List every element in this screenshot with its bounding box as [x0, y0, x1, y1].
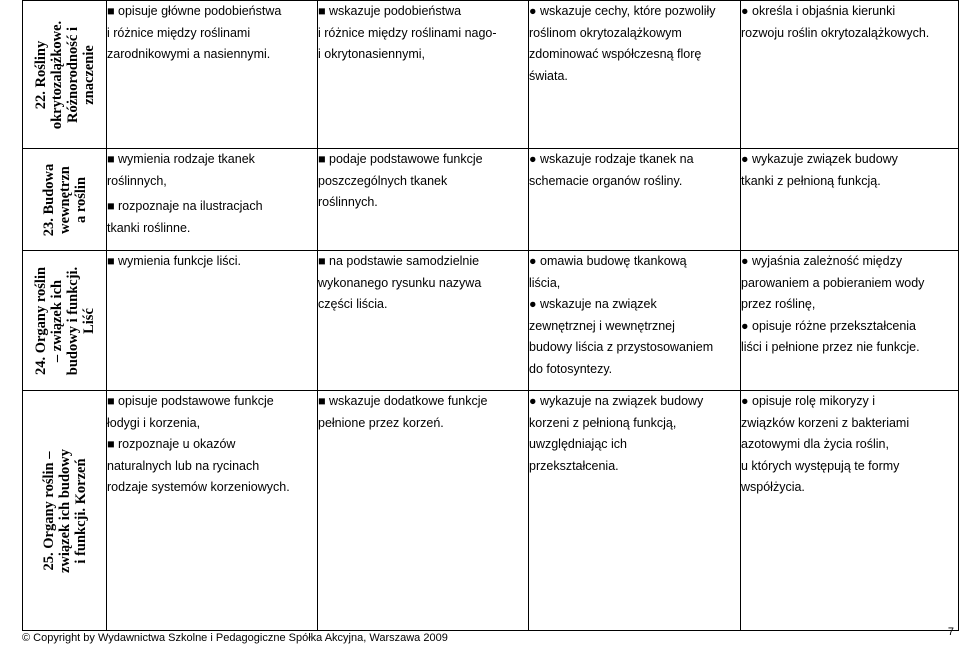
requirement-line: wykonanego rysunku nazywa: [318, 275, 482, 290]
requirement-line: i okrytonasiennymi,: [318, 47, 425, 61]
requirement-cell: [107, 251, 318, 391]
topic-cell: [23, 251, 107, 391]
topic-line: a roślin: [72, 176, 89, 223]
topic-line: wewnętrzn: [56, 165, 73, 234]
requirement-line: liści i pełnione przez nie funkcje.: [741, 340, 920, 354]
requirement-line: ● omawia budowę tkankową: [529, 254, 687, 268]
requirement-line: ■ wymienia rodzaje tkanek: [107, 152, 255, 166]
requirement-line: ● określa i objaśnia kierunki: [741, 4, 896, 18]
topic-line: – związek ich: [48, 279, 65, 362]
requirement-line: ● wskazuje rodzaje tkanek na: [529, 152, 694, 166]
table-row: [23, 391, 959, 631]
topic-cell: [23, 1, 107, 149]
requirement-line: i różnice między roślinami nago-: [318, 25, 497, 40]
requirement-line: części liścia.: [318, 297, 388, 311]
requirement-line: poszczególnych tkanek: [318, 173, 448, 188]
requirement-cell: [741, 1, 959, 149]
requirement-line: ■ wskazuje dodatkowe funkcje: [318, 394, 488, 408]
requirement-line: ■ wymienia funkcje liści.: [107, 254, 241, 268]
requirement-cell: [741, 391, 959, 631]
topic-title: [33, 20, 97, 128]
requirement-line: zdominować współczesną florę: [529, 47, 702, 61]
requirement-line: ● wskazuje cechy, które pozwoliły: [529, 4, 716, 18]
requirement-cell: [529, 251, 741, 391]
requirement-line: i różnice między roślinami: [107, 25, 251, 40]
requirement-line: parowaniem a pobieraniem wody: [741, 275, 925, 290]
topic-line: 22. Rośliny: [32, 40, 49, 109]
topic-line: 23. Budowa: [40, 163, 57, 236]
requirement-line: przekształcenia.: [529, 458, 619, 473]
topic-line: związek ich budowy: [56, 448, 73, 573]
topic-title: [41, 163, 89, 236]
topic-cell: [23, 391, 107, 631]
requirement-line: współżycia.: [741, 480, 805, 494]
requirement-line: schemacie organów rośliny.: [529, 173, 683, 188]
copyright-footer: © Copyright by Wydawnictwa Szkolne i Pedagogiczne Spółka Akcyjna, Warszawa 2009: [22, 632, 448, 644]
requirement-line: zewnętrznej i wewnętrznej: [529, 318, 675, 333]
requirement-line: do fotosyntezy.: [529, 361, 613, 376]
requirement-line: ● opisuje różne przekształcenia: [741, 318, 916, 333]
requirement-line: azotowymi dla życia roślin,: [741, 437, 889, 451]
table-row: [23, 149, 959, 251]
requirement-cell: [318, 391, 529, 631]
topic-title: [41, 448, 89, 572]
topic-line: 25. Organy roślin –: [40, 451, 57, 570]
requirement-cell: [318, 149, 529, 251]
requirement-line: uwzględniając ich: [529, 437, 627, 451]
requirement-cell: [529, 149, 741, 251]
requirement-line: przez roślinę,: [741, 297, 816, 311]
requirement-cell: [318, 251, 529, 391]
requirement-line: ■ podaje podstawowe funkcje: [318, 152, 483, 166]
requirement-line: ■ opisuje główne podobieństwa: [107, 4, 282, 18]
requirement-line: korzeni z pełnioną funkcją,: [529, 415, 677, 430]
requirement-cell: [107, 1, 318, 149]
requirement-cell: [318, 1, 529, 149]
requirement-line: rozwoju roślin okrytozalążkowych.: [741, 25, 930, 40]
requirement-line: tkanki z pełnioną funkcją.: [741, 173, 881, 188]
topic-line: Różnorodność i: [64, 26, 81, 123]
requirement-line: ■ opisuje podstawowe funkcje: [107, 394, 274, 408]
requirement-line: roślinnych.: [318, 195, 378, 209]
topic-cell: [23, 149, 107, 251]
requirement-line: u których występują te formy: [741, 458, 900, 473]
topic-line: 24. Organy roślin: [32, 266, 49, 375]
topic-line: i funkcji. Korzeń: [72, 457, 89, 564]
topic-line: okrytozalążkowe.: [48, 20, 65, 129]
topic-line: Liść: [80, 307, 97, 334]
requirement-line: łodygi i korzenia,: [107, 415, 201, 430]
requirement-line: ● wykazuje na związek budowy: [529, 394, 704, 408]
requirement-cell: [107, 149, 318, 251]
requirement-line: świata.: [529, 68, 568, 83]
table-row: [23, 251, 959, 391]
topic-line: budowy i funkcji.: [64, 266, 81, 375]
requirement-line: liścia,: [529, 275, 561, 290]
requirement-line: tkanki roślinne.: [107, 220, 191, 235]
table-row: [23, 1, 959, 149]
requirement-cell: [529, 1, 741, 149]
requirement-line: roślinnych,: [107, 173, 167, 188]
requirement-line: ■ na podstawie samodzielnie: [318, 254, 480, 268]
requirement-line: ■ rozpoznaje na ilustracjach: [107, 199, 263, 213]
page-number: 7: [947, 626, 954, 638]
requirement-line: roślinom okrytozalążkowym: [529, 25, 682, 40]
requirement-line: ● wykazuje związek budowy: [741, 152, 898, 166]
requirement-cell: [107, 391, 318, 631]
requirement-cell: [741, 149, 959, 251]
requirement-line: budowy liścia z przystosowaniem: [529, 340, 714, 354]
requirement-line: ● opisuje rolę mikoryzy i: [741, 394, 875, 408]
requirement-line: ● wyjaśnia zależność między: [741, 254, 903, 268]
requirement-line: pełnione przez korzeń.: [318, 415, 444, 430]
requirement-line: ● wskazuje na związek: [529, 297, 657, 311]
requirement-line: związków korzeni z bakteriami: [741, 415, 910, 430]
curriculum-table: [22, 0, 959, 631]
requirement-line: zarodnikowymi a nasiennymi.: [107, 47, 271, 61]
requirement-cell: [741, 251, 959, 391]
topic-line: znaczenie: [80, 44, 97, 105]
requirement-line: ■ wskazuje podobieństwa: [318, 4, 462, 18]
requirement-line: rodzaje systemów korzeniowych.: [107, 480, 290, 494]
requirement-line: naturalnych lub na rycinach: [107, 458, 260, 473]
requirement-line: ■ rozpoznaje u okazów: [107, 437, 236, 451]
requirement-cell: [529, 391, 741, 631]
topic-title: [33, 266, 97, 374]
